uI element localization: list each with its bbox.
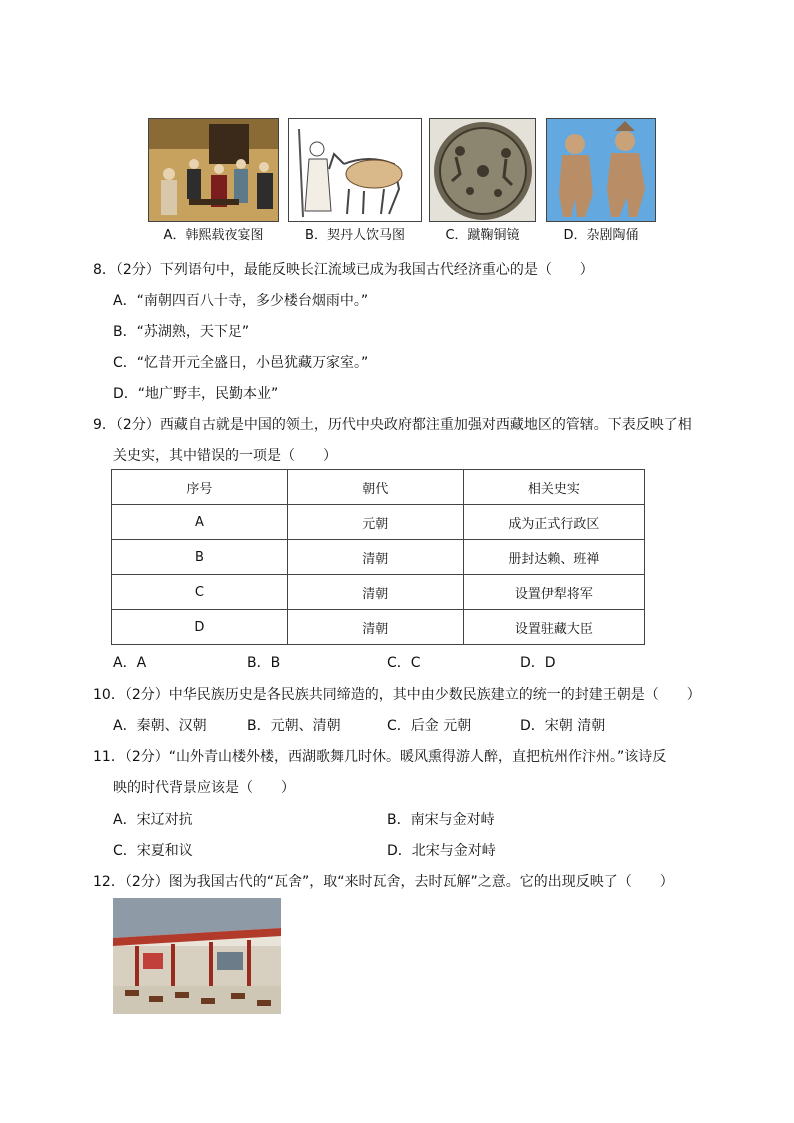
image-caption-d: D．杂剧陶俑 [563,228,639,243]
table-header-cell: 朝代 [287,470,463,505]
q11-option-b: B．南宋与金对峙 [387,812,495,828]
pottery-figurines-icon [547,119,656,222]
q9-option-d: D．D [520,655,556,671]
q10-stem: 10．（2分）中华民族历史是各民族共同缔造的，其中由少数民族建立的统一的封建王朝是（ ） [93,687,701,703]
image-caption-c: C．蹴鞠铜镜 [445,228,520,243]
painting-feast-icon [149,119,279,222]
table-cell: 元朝 [287,505,463,540]
table-row [112,575,645,610]
q9-option-b: B．B [247,655,281,671]
table-header-cell: 序号 [112,470,288,505]
q9-option-c: C．C [387,655,421,671]
q11-stem-line1: 11．（2分）“山外青山楼外楼，西湖歌舞几时休。暖风熏得游人醉，直把杭州作汴州。”该诗反 [93,749,667,765]
table-cell: 清朝 [287,540,463,575]
q10-option-c: C．后金 元朝 [387,718,472,734]
q12-image [113,898,281,1014]
q11-option-a: A．宋辽对抗 [113,812,193,828]
q11-option-c: C．宋夏和议 [113,843,193,859]
table-cell: 册封达赖、班禅 [463,540,644,575]
q10-option-b: B．元朝、清朝 [247,718,341,734]
table-cell: D [112,610,288,645]
table-row [112,540,645,575]
table-cell: A [112,505,288,540]
q8-option-a: A．“南朝四百八十寺，多少楼台烟雨中。” [113,293,369,309]
table-header-cell: 相关史实 [463,470,644,505]
q9-option-a: A．A [113,655,147,671]
q8-option-c: C．“忆昔开元全盛日，小邑犹藏万家室。” [113,355,369,371]
painting-horse-icon [289,119,422,222]
table-row [112,610,645,645]
image-pottery-figurines [546,118,656,222]
q8-option-b: B．“苏湖熟，天下足” [113,324,250,340]
image-caption-a: A．韩熙载夜宴图 [163,228,264,243]
washe-illustration-icon [113,898,281,1014]
table-cell: 清朝 [287,575,463,610]
q9-stem-line1: 9．（2分）西藏自古就是中国的领土，历代中央政府都注重加强对西藏地区的管辖。下表反映了相 [93,417,692,433]
table-cell: C [112,575,288,610]
image-bronze-mirror [429,118,536,222]
q8-option-d: D．“地广野丰，民勤本业” [113,386,279,402]
bronze-mirror-icon [430,119,536,222]
image-caption-b: B．契丹人饮马图 [305,228,405,243]
table-header-row [112,470,645,505]
image-feast-painting [148,118,279,222]
table-cell: B [112,540,288,575]
table-cell: 设置伊犁将军 [463,575,644,610]
table-cell: 成为正式行政区 [463,505,644,540]
q8-stem: 8．（2分）下列语句中，最能反映长江流域已成为我国古代经济重心的是（ ） [93,262,594,278]
table-cell: 清朝 [287,610,463,645]
q9-table [111,469,645,645]
q11-stem-line2: 映的时代背景应该是（ ） [113,780,295,796]
q12-stem: 12．（2分）图为我国古代的“瓦舍”，取“来时瓦舍，去时瓦解”之意。它的出现反映了（ ） [93,874,674,890]
q11-option-d: D．北宋与金对峙 [387,843,496,859]
q10-option-a: A．秦朝、汉朝 [113,718,207,734]
image-horse-painting [288,118,422,222]
table-row [112,505,645,540]
q10-option-d: D．宋朝 清朝 [520,718,606,734]
table-cell: 设置驻藏大臣 [463,610,644,645]
q9-stem-line2: 关史实，其中错误的一项是（ ） [113,448,337,464]
